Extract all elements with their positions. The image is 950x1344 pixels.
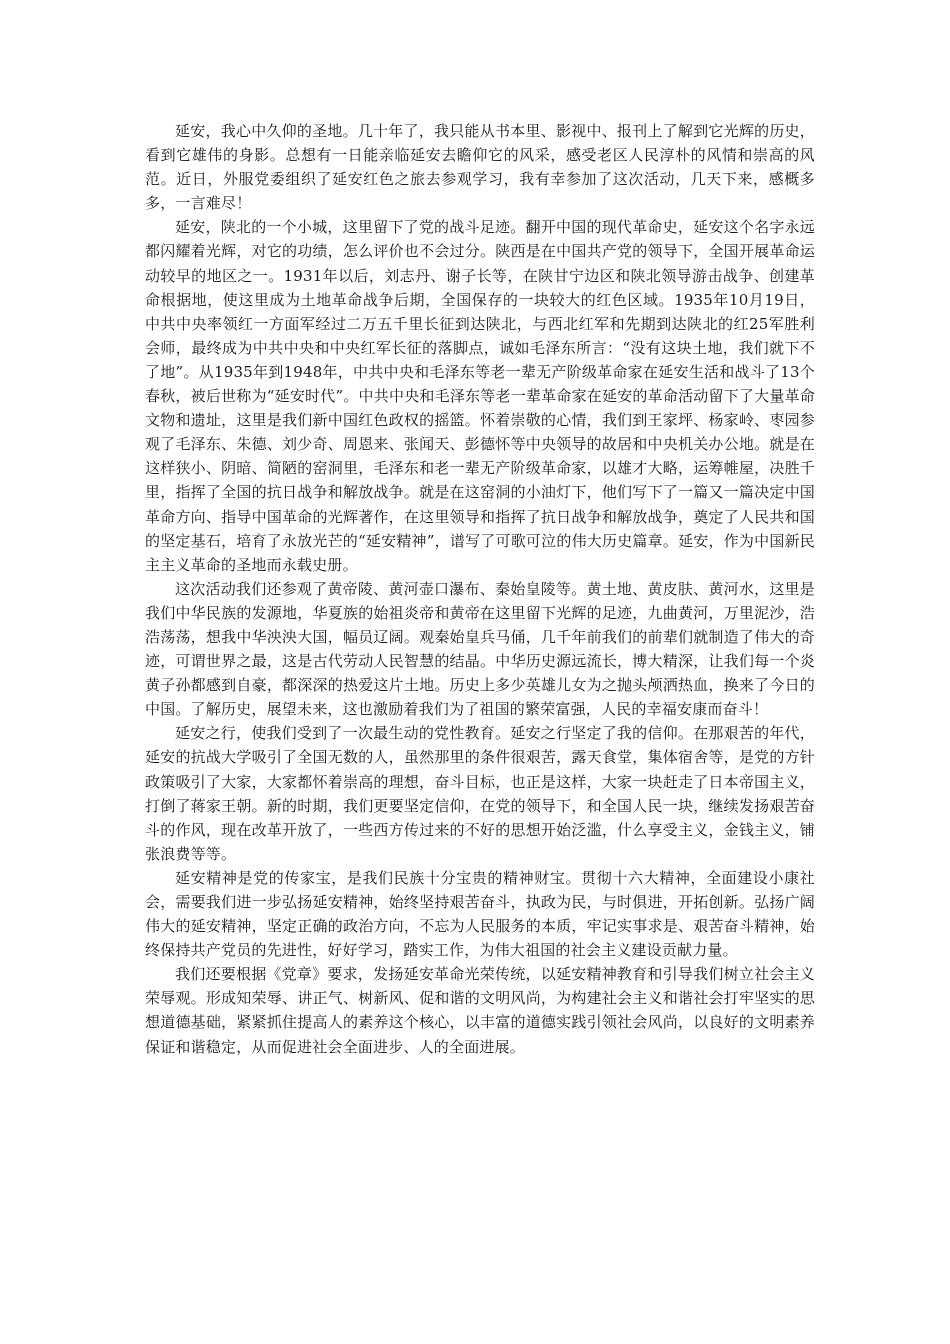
paragraph-2: 延安，陕北的一个小城，这里留下了党的战斗足迹。翻开中国的现代革命史，延安这个名字永远都闪耀着光辉，对它的功绩，怎么评价也不会过分。陕西是在中国共产党的领导下，全国开展革命运动较早的地区之一。1931年以后，刘志丹、谢子长等，在陕甘宁边区和陕北领导游击战争、创建革命根据地，使这里成为土地革命战争后期，全国保存的一块较大的红色区域。1935年10月19日，中共中央率领红一方面军经过二万五千里长征到达陕北，与西北红军和先期到达陕北的红25军胜利会师，最终成为中共中央和中央红军长征的落脚点，诚如毛泽东所言：“没有这块土地，我们就下不了地”。从1935年到1948年，中共中央和毛泽东等老一辈无产阶级革命家在延安生活和战斗了13个春秋，被后世称为“延安时代”。中共中央和毛泽东等老一辈革命家在延安的革命活动留下了大量革命文物和遗址，这里是我们新中国红色政权的摇篮。怀着崇敬的心情，我们到王家坪、杨家岭、枣园参观了毛泽东、朱德、刘少奇、周恩来、张闻天、彭德怀等中央领导的故居和中央机关办公地。就是在这样狭小、阴暗、简陋的窑洞里，毛泽东和老一辈无产阶级革命家，以雄才大略，运筹帷屋，决胜千里，指挥了全国的抗日战争和解放战争。就是在这窑洞的小油灯下，他们写下了一篇又一篇决定中国革命方向、指导中国革命的光辉著作，在这里领导和指挥了抗日战争和解放战争，奠定了人民共和国的坚定基石，培育了永放光芒的“延安精神”，谱写了可歌可泣的伟大历史篇章。延安，作为中国新民主主义革命的圣地而永载史册。 (145, 218, 815, 574)
paragraph-1: 延安，我心中久仰的圣地。几十年了，我只能从书本里、影视中、报刊上了解到它光辉的历史，看到它雄伟的身影。总想有一日能亲临延安去瞻仰它的风采，感受老区人民淳朴的风情和崇高的风范。近日，外服党委组织了延安红色之旅去参观学习，我有幸参加了这次活动，几天下来，感概多多，一言难尽！ (145, 122, 815, 213)
paragraph-5: 延安精神是党的传家宝，是我们民族十分宝贵的精神财宝。贯彻十六大精神，全面建设小康社会，需要我们进一步弘扬延安精神，始终坚持艰苦奋斗，执政为民，与时俱进，开拓创新。弘扬广阔伟大的延安精神，坚定正确的政治方向，不忘为人民服务的本质，牢记实事求是、艰苦奋斗精神，始终保持共产党员的先进性，好好学习，踏实工作，为伟大祖国的社会主义建设贡献力量。 (145, 868, 815, 960)
paragraph-4: 延安之行，使我们受到了一次最生动的党性教育。延安之行坚定了我的信仰。在那艰苦的年代，延安的抗战大学吸引了全国无数的人，虽然那里的条件很艰苦，露天食堂，集体宿舍等，是党的方针政策吸引了大家，大家都怀着崇高的理想，奋斗目标，也正是这样，大家一块赶走了日本帝国主义，打倒了蒋家王朝。新的时期，我们更要坚定信仰，在党的领导下，和全国人民一块，继续发扬艰苦奋斗的作风，现在改革开放了，一些西方传过来的不好的思想开始泛滥，什么享受主义，金钱主义，铺张浪费等等。 (145, 724, 815, 863)
paragraph-6: 我们还要根据《党章》要求，发扬延安革命光荣传统，以延安精神教育和引导我们树立社会主义荣辱观。形成知荣辱、讲正气、树新风、促和谐的文明风尚，为构建社会主义和谐社会打牢坚实的思想道德基础，紧紧抓住提高人的素养这个核心，以丰富的道德实践引领社会风尚，以良好的文明素养保证和谐稳定，从而促进社会全面进步、人的全面进展。 (145, 965, 815, 1056)
document-body (145, 119, 815, 1059)
paragraph-3: 这次活动我们还参观了黄帝陵、黄河壶口瀑布、秦始皇陵等。黄土地、黄皮肤、黄河水，这里是我们中华民族的发源地，华夏族的始祖炎帝和黄帝在这里留下光辉的足迹，九曲黄河，万里泥沙，浩浩荡荡，想我中华泱泱大国，幅员辽阔。观秦始皇兵马俑，几千年前我们的前辈们就制造了伟大的奇迹，可谓世界之最，这是古代劳动人民智慧的结晶。中华历史源远流长，博大精深，让我们每一个炎黄子孙都感到自豪，都深深的热爱这片土地。历史上多少英雄儿女为之抛头颅洒热血，换来了今日的中国。了解历史，展望未来，这也激励着我们为了祖国的繁荣富强，人民的幸福安康而奋斗！ (145, 579, 815, 719)
